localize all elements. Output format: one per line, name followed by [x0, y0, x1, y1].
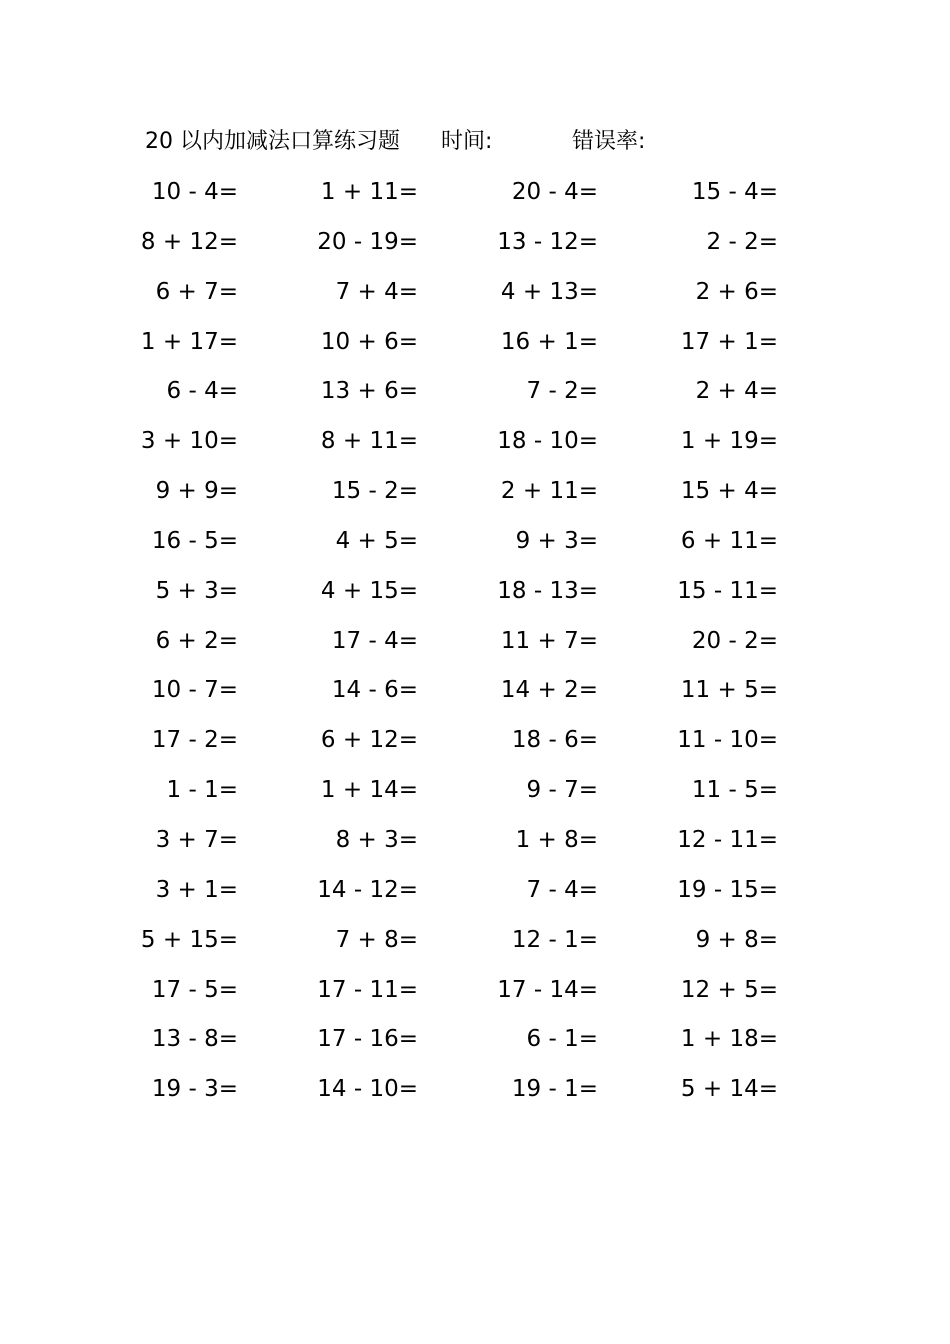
problem-item: 14 - 12= — [317, 876, 418, 903]
problem-item: 14 + 2= — [500, 677, 598, 704]
problem-item: 15 + 4= — [680, 478, 778, 505]
problem-item: 8 + 3= — [335, 826, 418, 853]
problem-item: 1 - 1= — [166, 777, 238, 804]
problem-item: 2 + 11= — [500, 478, 598, 505]
problem-item: 10 - 7= — [151, 677, 238, 704]
problem-item: 8 + 12= — [140, 228, 238, 255]
problem-row — [0, 1019, 950, 1069]
problem-item: 7 + 8= — [335, 926, 418, 953]
problem-row — [0, 172, 950, 222]
problem-item: 11 - 10= — [677, 727, 778, 754]
problem-item: 7 - 2= — [526, 378, 598, 405]
problem-item: 1 + 18= — [680, 1026, 778, 1053]
problem-item: 16 + 1= — [500, 328, 598, 355]
problem-row — [0, 720, 950, 770]
problem-item: 19 - 1= — [511, 1076, 598, 1103]
problem-item: 12 - 11= — [677, 826, 778, 853]
problem-row — [0, 521, 950, 571]
problem-item: 5 + 14= — [680, 1076, 778, 1103]
problem-item: 13 + 6= — [320, 378, 418, 405]
problem-row — [0, 621, 950, 671]
problem-item: 6 + 11= — [680, 527, 778, 554]
problem-item: 20 - 19= — [317, 228, 418, 255]
problem-row — [0, 272, 950, 322]
problem-item: 13 - 8= — [151, 1026, 238, 1053]
problem-row — [0, 670, 950, 720]
time-label: 时间: — [441, 129, 493, 154]
problem-row — [0, 222, 950, 272]
problem-item: 15 - 2= — [331, 478, 418, 505]
problem-item: 10 - 4= — [151, 179, 238, 205]
problem-item: 1 + 8= — [515, 826, 598, 853]
problem-item: 17 - 2= — [151, 727, 238, 754]
problem-item: 18 - 10= — [497, 428, 598, 455]
problem-item: 6 - 4= — [166, 378, 238, 405]
problem-item: 5 + 3= — [155, 577, 238, 604]
problem-item: 11 - 5= — [691, 777, 778, 804]
problem-item: 17 - 16= — [317, 1026, 418, 1053]
problem-item: 15 - 11= — [677, 577, 778, 604]
problem-item: 17 - 4= — [331, 627, 418, 654]
problem-item: 17 - 5= — [151, 976, 238, 1003]
error-rate-label: 错误率: — [572, 129, 646, 154]
problem-item: 8 + 11= — [320, 428, 418, 455]
problem-item: 1 + 17= — [140, 328, 238, 355]
problem-item: 17 + 1= — [680, 328, 778, 355]
problem-item: 4 + 5= — [335, 527, 418, 554]
problem-item: 19 - 3= — [151, 1076, 238, 1103]
problem-row — [0, 322, 950, 372]
problem-item: 3 + 10= — [140, 428, 238, 455]
problem-item: 20 - 4= — [511, 179, 598, 205]
problem-item: 11 + 5= — [680, 677, 778, 704]
problem-item: 3 + 7= — [155, 826, 238, 853]
problem-row — [0, 970, 950, 1020]
problem-item: 15 - 4= — [691, 179, 778, 205]
problem-item: 1 + 14= — [320, 777, 418, 804]
problem-item: 11 + 7= — [500, 627, 598, 654]
problem-item: 2 + 6= — [695, 278, 778, 305]
problem-item: 3 + 1= — [155, 876, 238, 903]
problem-item: 4 + 15= — [320, 577, 418, 604]
worksheet-title: 20 以内加减法口算练习题 — [145, 129, 400, 154]
problem-item: 20 - 2= — [691, 627, 778, 654]
problem-item: 7 + 4= — [335, 278, 418, 305]
problem-item: 6 + 2= — [155, 627, 238, 654]
problem-item: 1 + 19= — [680, 428, 778, 455]
problem-item: 12 - 1= — [511, 926, 598, 953]
problem-row — [0, 920, 950, 970]
problem-grid — [0, 172, 950, 1119]
problem-item: 4 + 13= — [500, 278, 598, 305]
problem-row — [0, 571, 950, 621]
problem-item: 12 + 5= — [680, 976, 778, 1003]
problem-item: 17 - 14= — [497, 976, 598, 1003]
problem-row — [0, 421, 950, 471]
problem-item: 5 + 15= — [140, 926, 238, 953]
problem-row — [0, 820, 950, 870]
problem-item: 9 + 9= — [155, 478, 238, 505]
problem-row — [0, 371, 950, 421]
problem-item: 10 + 6= — [320, 328, 418, 355]
problem-item: 6 - 1= — [526, 1026, 598, 1053]
problem-item: 9 - 7= — [526, 777, 598, 804]
problem-item: 14 - 10= — [317, 1076, 418, 1103]
problem-item: 1 + 11= — [320, 179, 418, 205]
problem-row — [0, 870, 950, 920]
problem-item: 14 - 6= — [331, 677, 418, 704]
problem-item: 2 - 2= — [706, 228, 778, 255]
problem-item: 7 - 4= — [526, 876, 598, 903]
worksheet-header — [145, 124, 705, 160]
problem-item: 16 - 5= — [151, 527, 238, 554]
problem-item: 9 + 3= — [515, 527, 598, 554]
problem-item: 19 - 15= — [677, 876, 778, 903]
problem-item: 13 - 12= — [497, 228, 598, 255]
problem-row — [0, 1069, 950, 1119]
problem-item: 9 + 8= — [695, 926, 778, 953]
problem-item: 17 - 11= — [317, 976, 418, 1003]
problem-item: 2 + 4= — [695, 378, 778, 405]
problem-item: 18 - 13= — [497, 577, 598, 604]
problem-row — [0, 770, 950, 820]
problem-row — [0, 471, 950, 521]
problem-item: 6 + 12= — [320, 727, 418, 754]
problem-item: 6 + 7= — [155, 278, 238, 305]
problem-item: 18 - 6= — [511, 727, 598, 754]
